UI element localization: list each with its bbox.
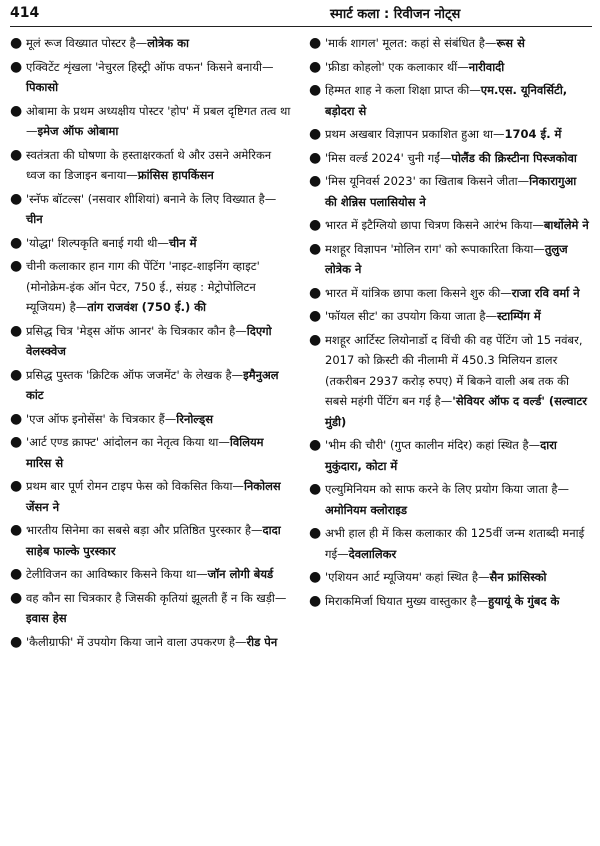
bullet-icon: ● (309, 240, 322, 257)
item-text (26, 145, 291, 186)
question-text: 'मिस यूनिवर्स 2023' का खिताब किसने जीता— (325, 174, 530, 188)
list-item (10, 564, 291, 585)
page-number: 414 (10, 5, 40, 21)
answer-text: पोलैंड की क्रिस्टीना पिस्जकोवा (451, 150, 577, 165)
item-text (325, 330, 592, 433)
list-item (10, 233, 291, 254)
item-text (26, 365, 291, 406)
item-text (325, 591, 592, 612)
bullet-icon: ● (309, 437, 322, 453)
answer-text: पिकासो (26, 80, 59, 94)
item-text (325, 523, 592, 564)
right-column (301, 33, 592, 655)
bullet-icon: ● (10, 410, 23, 427)
list-item (10, 321, 291, 362)
answer-text: निकारागुआ की शेन्निस पलासियोस ने (325, 174, 577, 209)
list-item (10, 409, 291, 430)
answer-text: दिएगो वेलस्क्वेज (26, 323, 272, 358)
bullet-icon: ● (10, 633, 23, 650)
answer-text: रूस से (496, 36, 525, 50)
answer-text: तुलुज लोत्रेक ने (325, 241, 568, 276)
question-text: 'स्नॅफ बॉटल्स' (नसवार शीशियां) बनाने के लिए विख्यात है— (26, 191, 277, 206)
question-text: 'फ्रीडा कोहलो' एक कलाकार थीं— (325, 59, 469, 74)
list-item (10, 588, 291, 629)
question-text: हिम्मत शाह ने कला शिक्षा प्राप्त की— (325, 83, 481, 97)
item-text (325, 567, 592, 588)
answer-text: तांग राजवंश (750 ई.) की (87, 300, 207, 314)
item-text (325, 171, 592, 212)
item-text (325, 215, 592, 236)
bullet-icon: ● (10, 258, 23, 274)
item-text (26, 564, 291, 585)
question-text: चीनी कलाकार हान गाग की पेंटिंग 'नाइट-शाइनिंग व्हाइट' (मोनोक्रेम-इंक ऑन पेटर, 750 ई., संग्रह : मेट्रोपोलिटन म्यूजियम) है— (26, 259, 260, 314)
list-item (10, 33, 291, 54)
question-text: स्वतंत्रता की घोषणा के हस्ताक्षरकर्ता थे और उसने अमेरिकन ध्वज का डिजाइन बनाया— (26, 147, 272, 182)
bullet-icon: ● (10, 35, 23, 51)
item-text (26, 256, 291, 318)
question-text: भारतीय सिनेमा का सबसे बड़ा और प्रतिष्ठित पुरस्कार है— (26, 523, 263, 537)
question-text: प्रथम बार पूर्ण रोमन टाइप फेस को विकसित किया— (26, 479, 244, 493)
answer-text: स्टाम्पिंग में (497, 309, 541, 323)
bullet-icon: ● (10, 522, 23, 538)
question-text: प्रथम अखबार विज्ञापन प्रकाशित हुआ था— (325, 127, 505, 141)
question-text: अभी हाल ही में किस कलाकार की 125वीं जन्म शताब्दी मनाई गई— (325, 526, 585, 561)
question-text: एल्युमिनियम को साफ करने के लिए प्रयोग किया जाता है— (325, 482, 570, 496)
bullet-icon: ● (10, 566, 23, 582)
bullet-icon: ● (309, 82, 322, 98)
item-text (26, 520, 291, 561)
answer-text: बार्थोलेमे ने (543, 218, 589, 232)
bullet-icon: ● (10, 234, 23, 251)
list-item (10, 520, 291, 561)
list-item (309, 330, 592, 433)
list-item (10, 145, 291, 186)
list-item (309, 523, 592, 564)
list-item (309, 283, 592, 304)
item-text (26, 101, 291, 142)
list-item (309, 171, 592, 212)
item-text (26, 409, 291, 430)
question-text: भारत में इटैग्लियो छापा चित्रण किसने आरंभ किया— (325, 218, 544, 232)
item-text (325, 239, 592, 280)
question-text: 'फॉयल सीट' का उपयोग किया जाता है— (325, 309, 497, 323)
bullet-icon: ● (309, 58, 322, 75)
bullet-icon: ● (10, 366, 23, 383)
bullet-icon: ● (309, 217, 322, 233)
item-text (26, 588, 291, 629)
bullet-icon: ● (10, 589, 23, 606)
bullet-icon: ● (309, 149, 322, 166)
question-text: मिराकमिर्जा घियात मुख्य वास्तुकार है— (325, 593, 489, 608)
bullet-icon: ● (309, 308, 322, 324)
list-item (309, 148, 592, 169)
bullet-icon: ● (309, 569, 322, 585)
list-item (309, 591, 592, 612)
list-item (10, 476, 291, 517)
answer-text: 'सेवियर ऑफ द वर्ल्ड' (सल्वाटर मुंडी) (325, 394, 587, 429)
answer-text: अमोनियम क्लोराइड (325, 502, 408, 517)
item-text (325, 124, 592, 145)
list-item (10, 432, 291, 473)
answer-text: निकोलस जेंसन ने (26, 479, 281, 514)
bullet-icon: ● (309, 525, 322, 541)
question-text: 'योद्धा' शिल्पकृति बनाई गयी थी— (26, 235, 169, 250)
content-columns (10, 33, 592, 655)
running-title: स्मार्ट कला : रिवीजन नोट्स (330, 7, 461, 22)
answer-text: रिनोल्ड्स (176, 411, 213, 426)
list-item (309, 306, 592, 327)
answer-text: विलियम मारिस से (26, 435, 264, 470)
item-text (325, 306, 592, 327)
answer-text: चीन में (168, 235, 197, 250)
item-text (325, 33, 592, 54)
answer-text: चीन (26, 212, 43, 226)
answer-text: रीड पेन (246, 634, 278, 649)
bullet-icon: ● (10, 478, 23, 494)
bullet-icon: ● (309, 173, 322, 189)
answer-text: जॉन लोगी बेयर्ड (207, 567, 274, 581)
item-text (325, 80, 592, 121)
item-text (325, 57, 592, 78)
list-item (309, 57, 592, 78)
answer-text: इमैनुअल कांट (26, 367, 279, 402)
bullet-icon: ● (309, 35, 322, 51)
list-item (309, 435, 592, 476)
item-text (325, 283, 592, 304)
question-text: 'एशियन आर्ट म्यूजियम' कहां स्थित है— (325, 570, 490, 584)
bullet-icon: ● (10, 190, 23, 207)
question-text: 'मिस वर्ल्ड 2024' चुनी गईं— (325, 150, 452, 165)
question-text: मशहूर आर्टिस्ट लियोनार्डो द विंची की वह पेंटिंग जो 15 नवंबर, 2017 को क्रिस्टी की नीलामी में 450.3 मिलियन डालर (तकरीबन 2937 करोड़ रुपए) में बिकने वाली अब तक की सबसे महंगी पेंटिंग बन गई है— (325, 332, 583, 408)
answer-text: राजा रवि वर्मा ने (511, 285, 580, 300)
answer-text: देवलालिकर (348, 546, 397, 561)
bullet-icon: ● (10, 58, 23, 75)
item-text (26, 57, 291, 98)
list-item (309, 567, 592, 588)
question-text: प्रसिद्ध पुस्तक 'क्रिटिक ऑफ जजमेंट' के लेखक है— (26, 367, 244, 382)
item-text (26, 233, 291, 254)
list-item (309, 80, 592, 121)
answer-text: सैन फ्रांसिस्को (489, 570, 547, 584)
question-text: 'कैलीग्राफी' में उपयोग किया जाने वाला उपकरण है— (26, 634, 247, 649)
answer-text: इमेज ऑफ ओबामा (37, 124, 119, 138)
bullet-icon: ● (10, 434, 23, 450)
item-text (26, 321, 291, 362)
item-text (325, 479, 592, 520)
bullet-icon: ● (309, 481, 322, 497)
list-item (309, 215, 592, 236)
answer-text: दारा मुकुंदारा, कोटा में (325, 438, 557, 473)
list-item (309, 33, 592, 54)
answer-text: 1704 ई. में (504, 127, 562, 141)
bullet-icon: ● (10, 322, 23, 339)
question-text: मूलं रूज विख्यात पोस्टर है— (26, 36, 148, 50)
answer-text: नारीवादी (468, 59, 505, 74)
question-text: ओबामा के प्रथम अध्यक्षीय पोस्टर 'होप' में प्रबल दृष्टिगत तत्व था— (26, 103, 291, 138)
question-text: भारत में यांत्रिक छापा कला किसने शुरु की— (325, 285, 512, 300)
item-text (26, 189, 291, 230)
question-text: 'मार्क शागल' मूलत: कहां से संबंधित है— (325, 36, 497, 50)
list-item (309, 124, 592, 145)
answer-text: दादा साहेब फाल्के पुरस्कार (26, 523, 281, 558)
question-text: टेलीविजन का आविष्कार किसने किया था— (26, 567, 208, 581)
item-text (26, 476, 291, 517)
list-item (309, 239, 592, 280)
question-text: 'भीम की चौरी' (गुप्त कालीन मंदिर) कहां स्थित है— (325, 438, 541, 452)
question-text: प्रसिद्ध चित्र 'मेड्स ऑफ आनर' के चित्रकार कौन है— (26, 323, 247, 338)
bullet-icon: ● (10, 146, 23, 163)
question-text: 'आर्ट एण्ड क्राफ्ट' आंदोलन का नेतृत्व किया था— (26, 435, 230, 449)
bullet-icon: ● (309, 331, 322, 348)
bullet-icon: ● (309, 126, 322, 142)
page-header (10, 0, 592, 27)
question-text: 'एज ऑफ इनोसेंस' के चित्रकार हैं— (26, 411, 177, 426)
list-item (309, 479, 592, 520)
question-text: मशहूर विज्ञापन 'मोलिन राग' को रूपाकारिता किया— (325, 241, 545, 256)
left-column (10, 33, 301, 655)
item-text (26, 632, 291, 653)
answer-text: फ्रांसिस हापकिंसन (137, 168, 214, 182)
list-item (10, 101, 291, 142)
list-item (10, 57, 291, 98)
item-text (325, 148, 592, 169)
list-item (10, 632, 291, 653)
answer-text: एम.एस. यूनिवर्सिटी, बड़ोदरा से (325, 83, 568, 118)
list-item (10, 189, 291, 230)
list-item (10, 256, 291, 318)
answer-text: लोत्रेक का (147, 36, 189, 50)
item-text (325, 435, 592, 476)
question-text: वह कौन सा चित्रकार है जिसकी कृतियां झूलती हैं न कि खड़ी— (26, 590, 287, 605)
answer-text: इवास हेस (26, 611, 67, 625)
bullet-icon: ● (10, 102, 23, 119)
item-text (26, 432, 291, 473)
question-text: एक्विटेंट शृंखला 'नेचुरल हिस्ट्री ऑफ वफन' किसने बनायी— (26, 59, 274, 74)
bullet-icon: ● (309, 592, 322, 609)
list-item (10, 365, 291, 406)
answer-text: हुयायूं के गुंबद के (488, 593, 560, 608)
bullet-icon: ● (309, 284, 322, 301)
item-text (26, 33, 291, 54)
